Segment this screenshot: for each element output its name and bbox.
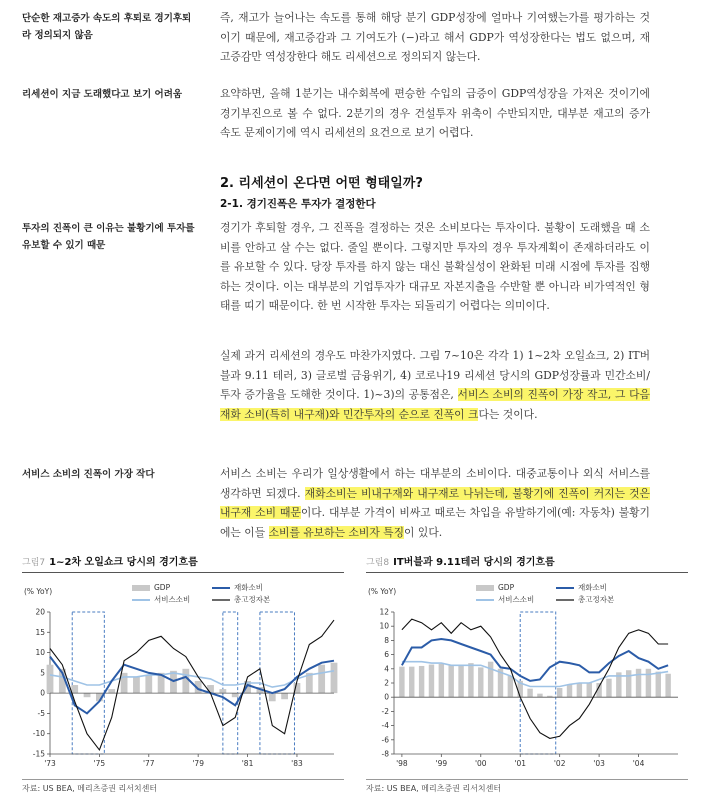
section-heading: 2. 리세션이 온다면 어떤 형태일까? [220,176,423,191]
x-tick-label: '75 [93,759,106,768]
recession-box [520,612,556,754]
side-note-1: 단순한 재고증가 속도의 후퇴로 경기후퇴라 정의되지 않음 [22,13,192,41]
x-tick-label: '02 [553,759,566,768]
paragraph-5-mid: 이다. 대부분 가격이 비싸고 때로는 차입을 유발하기에(예: 자동차) 불황기에는 이들 [220,506,650,539]
gdp-bar [636,669,641,697]
y-tick-label: 8 [384,635,389,645]
figure-8-title [366,553,688,573]
subsection-heading: 2-1. 경기진폭은 투자가 결정한다 [220,198,376,210]
gdp-bar [419,666,424,697]
gdp-bar [537,694,542,698]
chart-oil-shock [22,578,344,774]
recession-box [72,612,104,754]
gdp-bar [182,669,189,693]
y-axis-label: (% YoY) [368,587,397,596]
figure-8-source: 자료: US BEA, 메리츠증권 리서치센터 [366,779,688,794]
legend-label-gdp: GDP [498,583,515,592]
legend-label-services: 서비스소비 [154,595,191,604]
gdp-bar [399,667,404,698]
y-tick-label: 15 [35,627,45,637]
y-axis-label: (% YoY) [24,587,53,596]
gdp-bar [133,677,140,693]
recession-box [223,612,238,754]
y-tick-label: 10 [379,621,389,631]
figure-8-number: 그림8 [366,558,390,568]
gdp-bar [656,672,661,698]
x-tick-label: '04 [632,759,645,768]
x-tick-label: '81 [241,759,254,768]
side-note-4: 서비스 소비의 진폭이 가장 작다 [22,469,155,480]
gdp-bar [71,685,78,693]
highlight-2: 재화소비는 비내구재와 내구재로 나뉘는데, 불황기에 진폭이 커지는 것은 내구재 소비 때문 [220,486,650,519]
figure-7-source: 자료: US BEA, 메리츠증권 리서치센터 [22,779,344,794]
gdp-bar [646,669,651,697]
gdp-bar [508,676,513,697]
y-tick-label: -2 [381,706,389,716]
x-tick-label: '99 [435,759,448,768]
legend-label-invest: 총고정자본 [578,595,615,604]
y-tick-label: -10 [32,729,45,739]
gdp-bar [448,665,453,697]
x-tick-label: '83 [291,759,303,768]
chart-it-bubble [366,578,688,774]
paragraph-4 [220,346,650,424]
gdp-bar [439,664,444,697]
y-tick-label: -6 [381,735,389,745]
gdp-bar [527,689,532,698]
side-note-3: 투자의 진폭이 큰 이유는 불황기에 투자를 유보할 수 있기 때문 [22,223,195,251]
paragraph-5-tail: 이 있다. [404,525,443,539]
paragraph-1: 즉, 재고가 늘어나는 속도를 통해 해당 분기 GDP성장에 얼마나 기여했는가를 평가하는 것이기 때문에, 재고증감과 그 기여도가 (−)라고 해서 GDP가 역성장한다는 법도 없으며, 재고증감만 역성장한다 해도 리세션으로 정의되지 않는다. [220,11,650,63]
gdp-bar [488,662,493,698]
gdp-bar [269,693,276,701]
gdp-bar [47,665,54,693]
figure-7-number: 그림7 [22,558,46,568]
figure-7-title [22,553,344,573]
gdp-bar [409,667,414,698]
x-tick-label: '98 [396,759,408,768]
legend-label-goods: 재화소비 [578,583,607,592]
y-tick-label: 0 [40,688,45,698]
y-tick-label: -5 [37,708,45,718]
gdp-bar [429,665,434,698]
gdp-bar [84,693,91,697]
highlight-1: 서비스 소비의 진폭이 가장 작고, 그 다음 재화 소비(특히 내구재)와 민간투자의 순으로 진폭이 크 [220,388,650,421]
legend-swatch-gdp [476,585,494,591]
paragraph-2: 요약하면, 올해 1분기는 내수회복에 편승한 수입의 급증이 GDP역성장을 가져온 것이기에 경기부진으로 볼 수 없다. 2분기의 경우 건설투자 위축이 수반되지만, 대부분 재고의 증가 속도 문제이기에 역시 리세션의 요건으로 보기 어렵다. [220,87,650,139]
gdp-bar [145,675,152,693]
x-tick-label: '01 [514,759,527,768]
series-line-services [50,671,334,687]
legend-swatch-gdp [132,585,150,591]
gdp-bar [557,688,562,697]
legend-label-services: 서비스소비 [498,595,535,604]
y-tick-label: 10 [35,648,45,658]
gdp-bar [232,693,239,697]
paragraph-5 [220,464,650,542]
x-tick-label: '73 [44,759,56,768]
paragraph-5-text: 서비스 소비는 우리가 일상생활에서 하는 대부분의 소비이다. 대중교통이나 외식 서비스를 생각하면 되겠다. [220,467,650,500]
y-tick-label: -15 [32,749,45,759]
gdp-bar [331,663,338,693]
y-tick-label: 12 [379,607,389,617]
legend-label-gdp: GDP [154,583,171,592]
gdp-bar [458,665,463,698]
x-tick-label: '00 [474,759,487,768]
gdp-bar [108,689,115,693]
paragraph-3: 경기가 후퇴할 경우, 그 진폭을 결정하는 것은 소비보다는 투자이다. 불황이 도래했을 때 소비를 안하고 살 수는 없다. 줄일 뿐이다. 그렇지만 투자의 경우 투자계획이 존재하더라도 이를 유보할 수 있다. 당장 투자를 하지 않는 대신 불확실성이 완화된 미래 시점에 투자를 집행하는 것이다. 이는 대부분의 기업투자가 대규모 자본지출을 수반할 뿐 아니라 비가역적인 형태를 띠기 때문이다. 한 번 시작한 투자는 되돌리기 어렵다는 의미이다. [220,221,650,312]
gdp-bar [121,673,128,693]
gdp-bar [577,683,582,697]
gdp-bar [219,689,226,693]
x-tick-label: '79 [192,759,204,768]
legend-label-goods: 재화소비 [234,583,263,592]
gdp-bar [567,684,572,697]
y-tick-label: 2 [384,678,389,688]
legend-label-invest: 총고정자본 [234,595,271,604]
y-tick-label: -8 [381,749,389,759]
paragraph-4-tail: 다는 것이다. [478,407,538,421]
gdp-bar [468,663,473,697]
y-tick-label: 6 [384,650,389,660]
paragraph-4-text: 실제 과거 리세션의 경우도 마찬가지였다. 그림 7~10은 각각 1) 1~2차 오일쇼크, 2) IT버블과 9.11 테러, 3) 글로벌 금융위기, 4) 코로나19 리세션 당시의 GDP성장률과 민간소비/투자 증가율을 도해한 것이다. 1)~3)의 공통점은, [220,349,650,401]
gdp-bar [281,693,288,699]
gdp-bar [587,683,592,697]
y-tick-label: 0 [384,692,389,702]
side-note-2: 리세션이 지금 도래했다고 보기 어려움 [22,89,183,100]
gdp-bar [665,674,670,697]
x-tick-label: '03 [593,759,605,768]
y-tick-label: 20 [35,607,45,617]
highlight-3: 소비를 유보하는 소비자 특징 [268,525,405,539]
figure-7-title-text: 1~2차 오일쇼크 당시의 경기흐름 [49,557,198,568]
gdp-bar [606,679,611,697]
y-tick-label: -4 [381,721,389,731]
x-tick-label: '77 [142,759,155,768]
gdp-bar [478,667,483,697]
gdp-bar [318,665,325,693]
figure-8-title-text: IT버블과 9.11테러 당시의 경기흐름 [393,557,555,568]
y-tick-label: 4 [384,664,389,674]
gdp-bar [626,670,631,697]
y-tick-label: 5 [40,668,45,678]
